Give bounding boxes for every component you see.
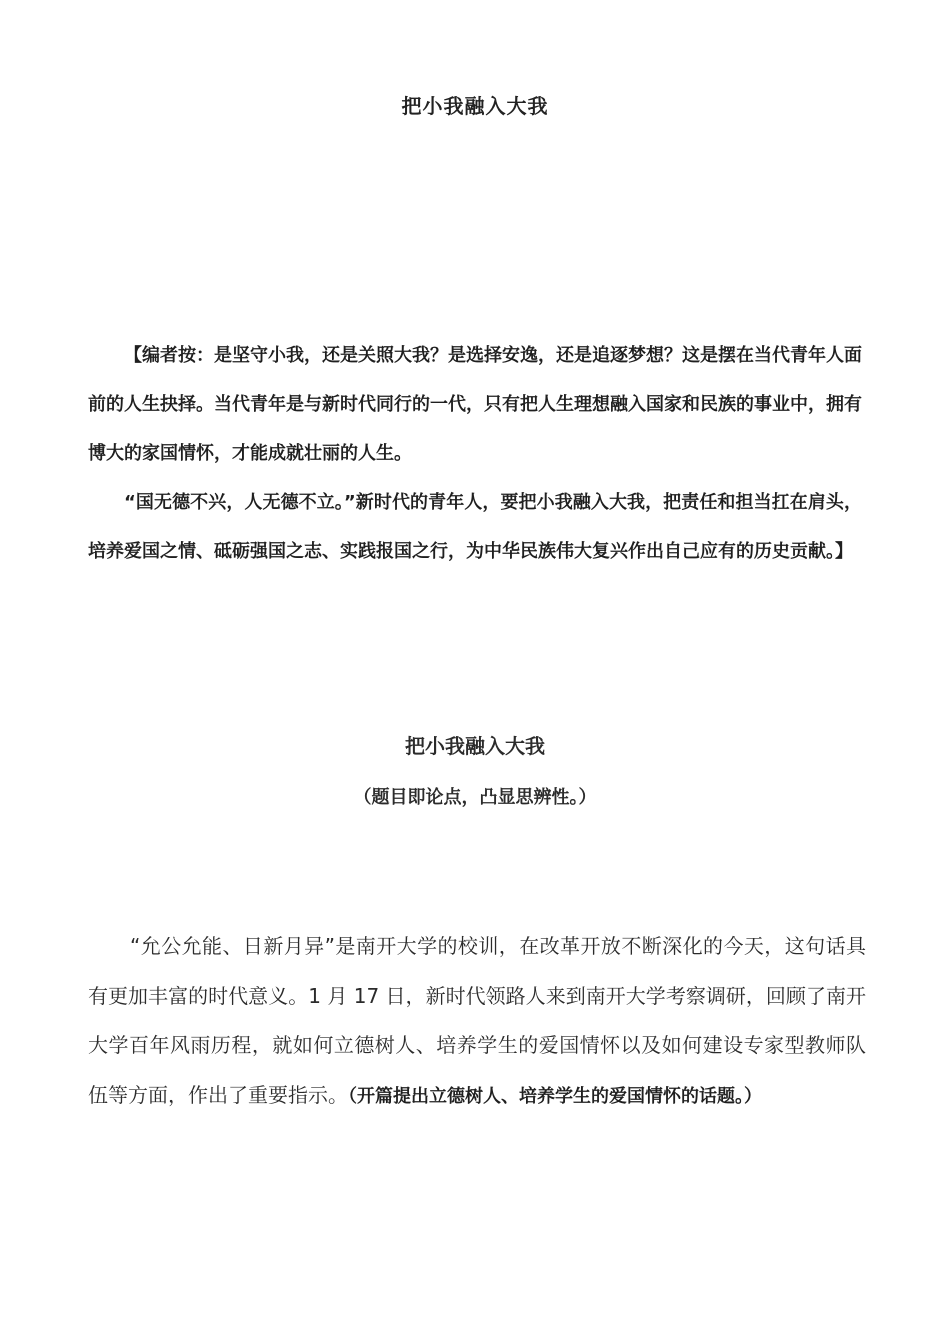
- editor-note-paragraph: 【编者按：是坚守小我，还是关照大我？是选择安逸，还是追逐梦想？这是摆在当代青年人面前的人生抉择。当代青年是与新时代同行的一代，只有把人生理想融入国家和民族的事业中，拥有博大的家国情怀，才能成就壮丽的人生。: [88, 345, 862, 464]
- essay-paragraph: [88, 922, 866, 1121]
- title-comment: （题目即论点，凸显思辨性。）: [353, 787, 597, 808]
- essay-title: 把小我融入大我: [405, 734, 545, 758]
- editor-note-paragraph: “国无德不兴，人无德不立。”新时代的青年人，要把小我融入大我，把责任和担当扛在肩头，培养爱国之情、砥砺强国之志、实践报国之行，为中华民族伟大复兴作出自己应有的历史贡献。】: [88, 492, 862, 562]
- document-title: 把小我融入大我: [401, 94, 549, 118]
- essay-paragraph-comment: （开篇提出立德树人、培养学生的爱国情怀的话题。）: [348, 1085, 762, 1107]
- editor-note: [88, 331, 862, 576]
- essay-paragraph-text: “允公允能、日新月异”是南开大学的校训，在改革开放不断深化的今天，这句话具有更加丰富的时代意义。1 月 17 日，新时代领路人来到南开大学考察调研，回顾了南开大学百年风雨历程，就如何立德树人、培养学生的爱国情怀以及如何建设专家型教师队伍等方面，作出了重要指示。: [88, 934, 866, 1107]
